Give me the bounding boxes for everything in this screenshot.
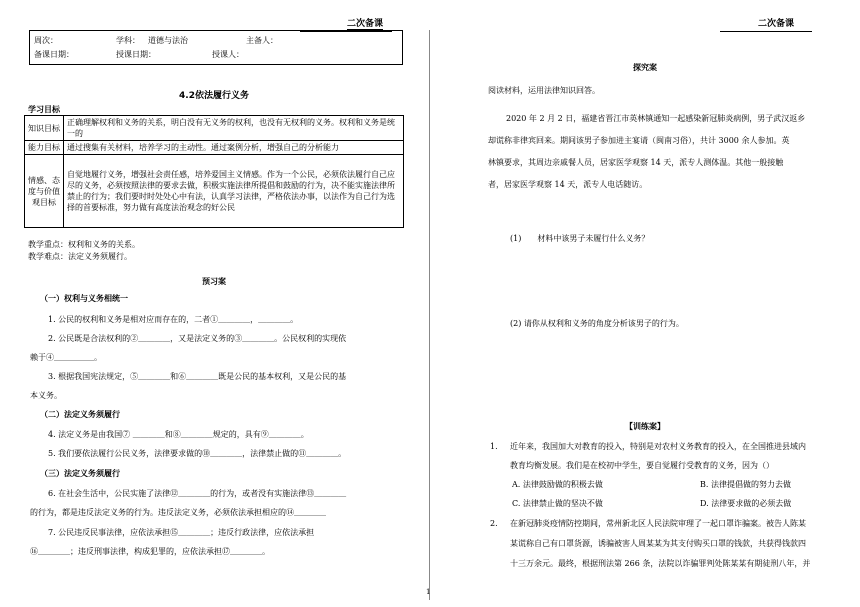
question-3: 3. 根据我国宪法规定，⑤＿＿＿＿和⑥＿＿＿＿既是公民的基本权利，又是公民的基	[48, 372, 347, 381]
subject-label: 学科：	[116, 36, 140, 45]
goal-label: 情感、态度与价值观目标	[25, 155, 64, 228]
option-b: B. 法律提倡做的努力去做	[700, 480, 791, 489]
section-heading: （一）权利与义务相统一	[40, 294, 128, 303]
goal-text: 通过搜集有关材料，培养学习的主动性。通过案例分析，增强自己的分析能力	[64, 141, 404, 155]
material-line: 2020 年 2 月 2 日，福建省晋江市英林镇通知一起感染新冠肺炎病例，男子武汉返乡	[506, 114, 806, 123]
goal-text: 正确理解权利和义务的关系，明白没有无义务的权利，也没有无权利的义务。权利和义务是统一的	[64, 116, 404, 141]
training-q1-number: 1.	[490, 442, 498, 451]
question-7-cont: ⑯＿＿＿＿；违反刑事法律，构成犯罪的，应依法承担⑰＿＿＿＿。	[30, 547, 270, 556]
explore-title: 探究案	[633, 63, 657, 72]
goal-label: 知识目标	[25, 116, 64, 141]
teaching-difficulty: 教学难点：法定义务须履行。	[28, 252, 132, 261]
page-number: 1	[426, 588, 431, 596]
subject-value: 道德与法治	[148, 36, 188, 45]
page-divider	[429, 30, 430, 600]
explore-question-2: (2) 请你从权利和义务的角度分析该男子的行为。	[510, 319, 684, 328]
explore-question-1: (1) 材料中该男子未履行什么义务？	[510, 234, 650, 243]
right-top-tag-underline	[720, 31, 812, 32]
section-heading: （二）法定义务须履行	[40, 410, 120, 419]
training-q2-cont: 十三万余元。最终，根据刑法第 266 条，法院以诈骗罪判处陈某某有期徒刑八年，并	[510, 559, 811, 568]
question-1: 1. 公民的权利和义务是相对应而存在的，二者①＿＿＿＿，＿＿＿＿。	[48, 315, 299, 324]
material-line: 却谎称非律宾回来。期间该男子参加进主宴请（闽南习俗），共计 3000 余人参加。英	[488, 136, 790, 145]
preparer-label: 主备人：	[246, 36, 278, 45]
goals-heading: 学习目标	[28, 105, 60, 114]
header-info-box	[29, 30, 403, 65]
material-line: 者，居家医学观察 14 天，派专人电话随访。	[488, 180, 648, 189]
left-top-tag-text: 二次备课	[346, 19, 383, 29]
question-6-cont: 的行为，都是违反法定义务的行为。违反法定义务，必须依法承担相应的⑭＿＿＿＿	[30, 508, 326, 517]
question-2: 2. 公民既是合法权利的②＿＿＿＿，又是法定义务的③＿＿＿＿。公民权利的实现依	[48, 334, 347, 343]
goal-row	[25, 141, 404, 155]
preview-title: 预习案	[202, 277, 226, 286]
training-q2-number: 2.	[490, 519, 498, 528]
question-3-cont: 本义务。	[30, 391, 62, 400]
training-q2: 在新冠肺炎疫情防控期间，常州新北区人民法院审理了一起口罩诈骗案。被告人陈某	[510, 519, 806, 528]
training-q2-cont: 某谎称自己有口罩货源，诱骗被害人周某某为其支付购买口罩的钱款，共获得钱款四	[510, 539, 806, 548]
question-2-cont: 赖于④＿＿＿＿＿。	[30, 353, 102, 362]
option-c: C. 法律禁止做的坚决不做	[512, 499, 603, 508]
question-6: 6. 在社会生活中，公民实施了法律⑫＿＿＿＿的行为，或者没有实施法律⑬＿＿＿＿	[48, 489, 347, 498]
right-top-tag-text: 二次备课	[757, 19, 794, 29]
training-q1-cont: 教育均衡发展。我们是在校初中学生，要自觉履行受教育的义务，因为（）	[510, 461, 774, 470]
goal-text: 自觉地履行义务，增强社会责任感，培养爱国主义情感。作为一个公民，必须依法履行自己应尽的义务，必须按照法律的要求去做，积极实施法律所提倡和鼓励的行为，决不能实施法律所禁止的行为；我们要时时处处心中有法，认真学习法律，严格依法办事，以法作为自己行为选择的首要标准，努力做有高度法治观念的好公民	[64, 155, 404, 228]
question-4: 4. 法定义务是由我国⑦ ＿＿＿＿和⑧＿＿＿＿规定的，具有⑨＿＿＿＿。	[48, 430, 309, 439]
section-heading: （三）法定义务须履行	[40, 469, 120, 478]
question-5: 5. 我们要依法履行公民义务，法律要求做的⑩＿＿＿＿，法律禁止做的⑪＿＿＿＿。	[48, 449, 347, 458]
goal-label: 能力目标	[25, 141, 64, 155]
material-line: 林镇要求，其周边亲戚餐人员，居家医学观察 14 天，派专人测体温。其他一般接触	[488, 158, 784, 167]
learning-goals-table	[24, 115, 404, 228]
teach-date-label: 授课日期：	[116, 50, 156, 59]
training-q1: 近年来，我国加大对教育的投入，特别是对农村义务教育的投入，在全国推进县域内	[510, 442, 806, 451]
right-top-tag	[746, 18, 806, 30]
teacher-label: 授课人：	[212, 50, 244, 59]
option-d: D. 法律要求做的必须去做	[700, 499, 792, 508]
question-7: 7. 公民违反民事法律，应依法承担⑮＿＿＿＿；违反行政法律，应依法承担	[48, 528, 315, 537]
goal-row	[25, 116, 404, 141]
lesson-title: 4.2依法履行义务	[179, 91, 249, 101]
goal-row	[25, 155, 404, 228]
week-label: 周次：	[34, 36, 58, 45]
teaching-focus: 教学重点：权利和义务的关系。	[28, 240, 140, 249]
option-a: A. 法律鼓励做的积极去做	[512, 480, 603, 489]
left-top-tag	[335, 18, 395, 30]
training-title: 【训练案】	[625, 422, 665, 431]
prep-date-label: 备课日期：	[34, 50, 74, 59]
explore-intro: 阅读材料，运用法律知识回答。	[488, 86, 600, 95]
